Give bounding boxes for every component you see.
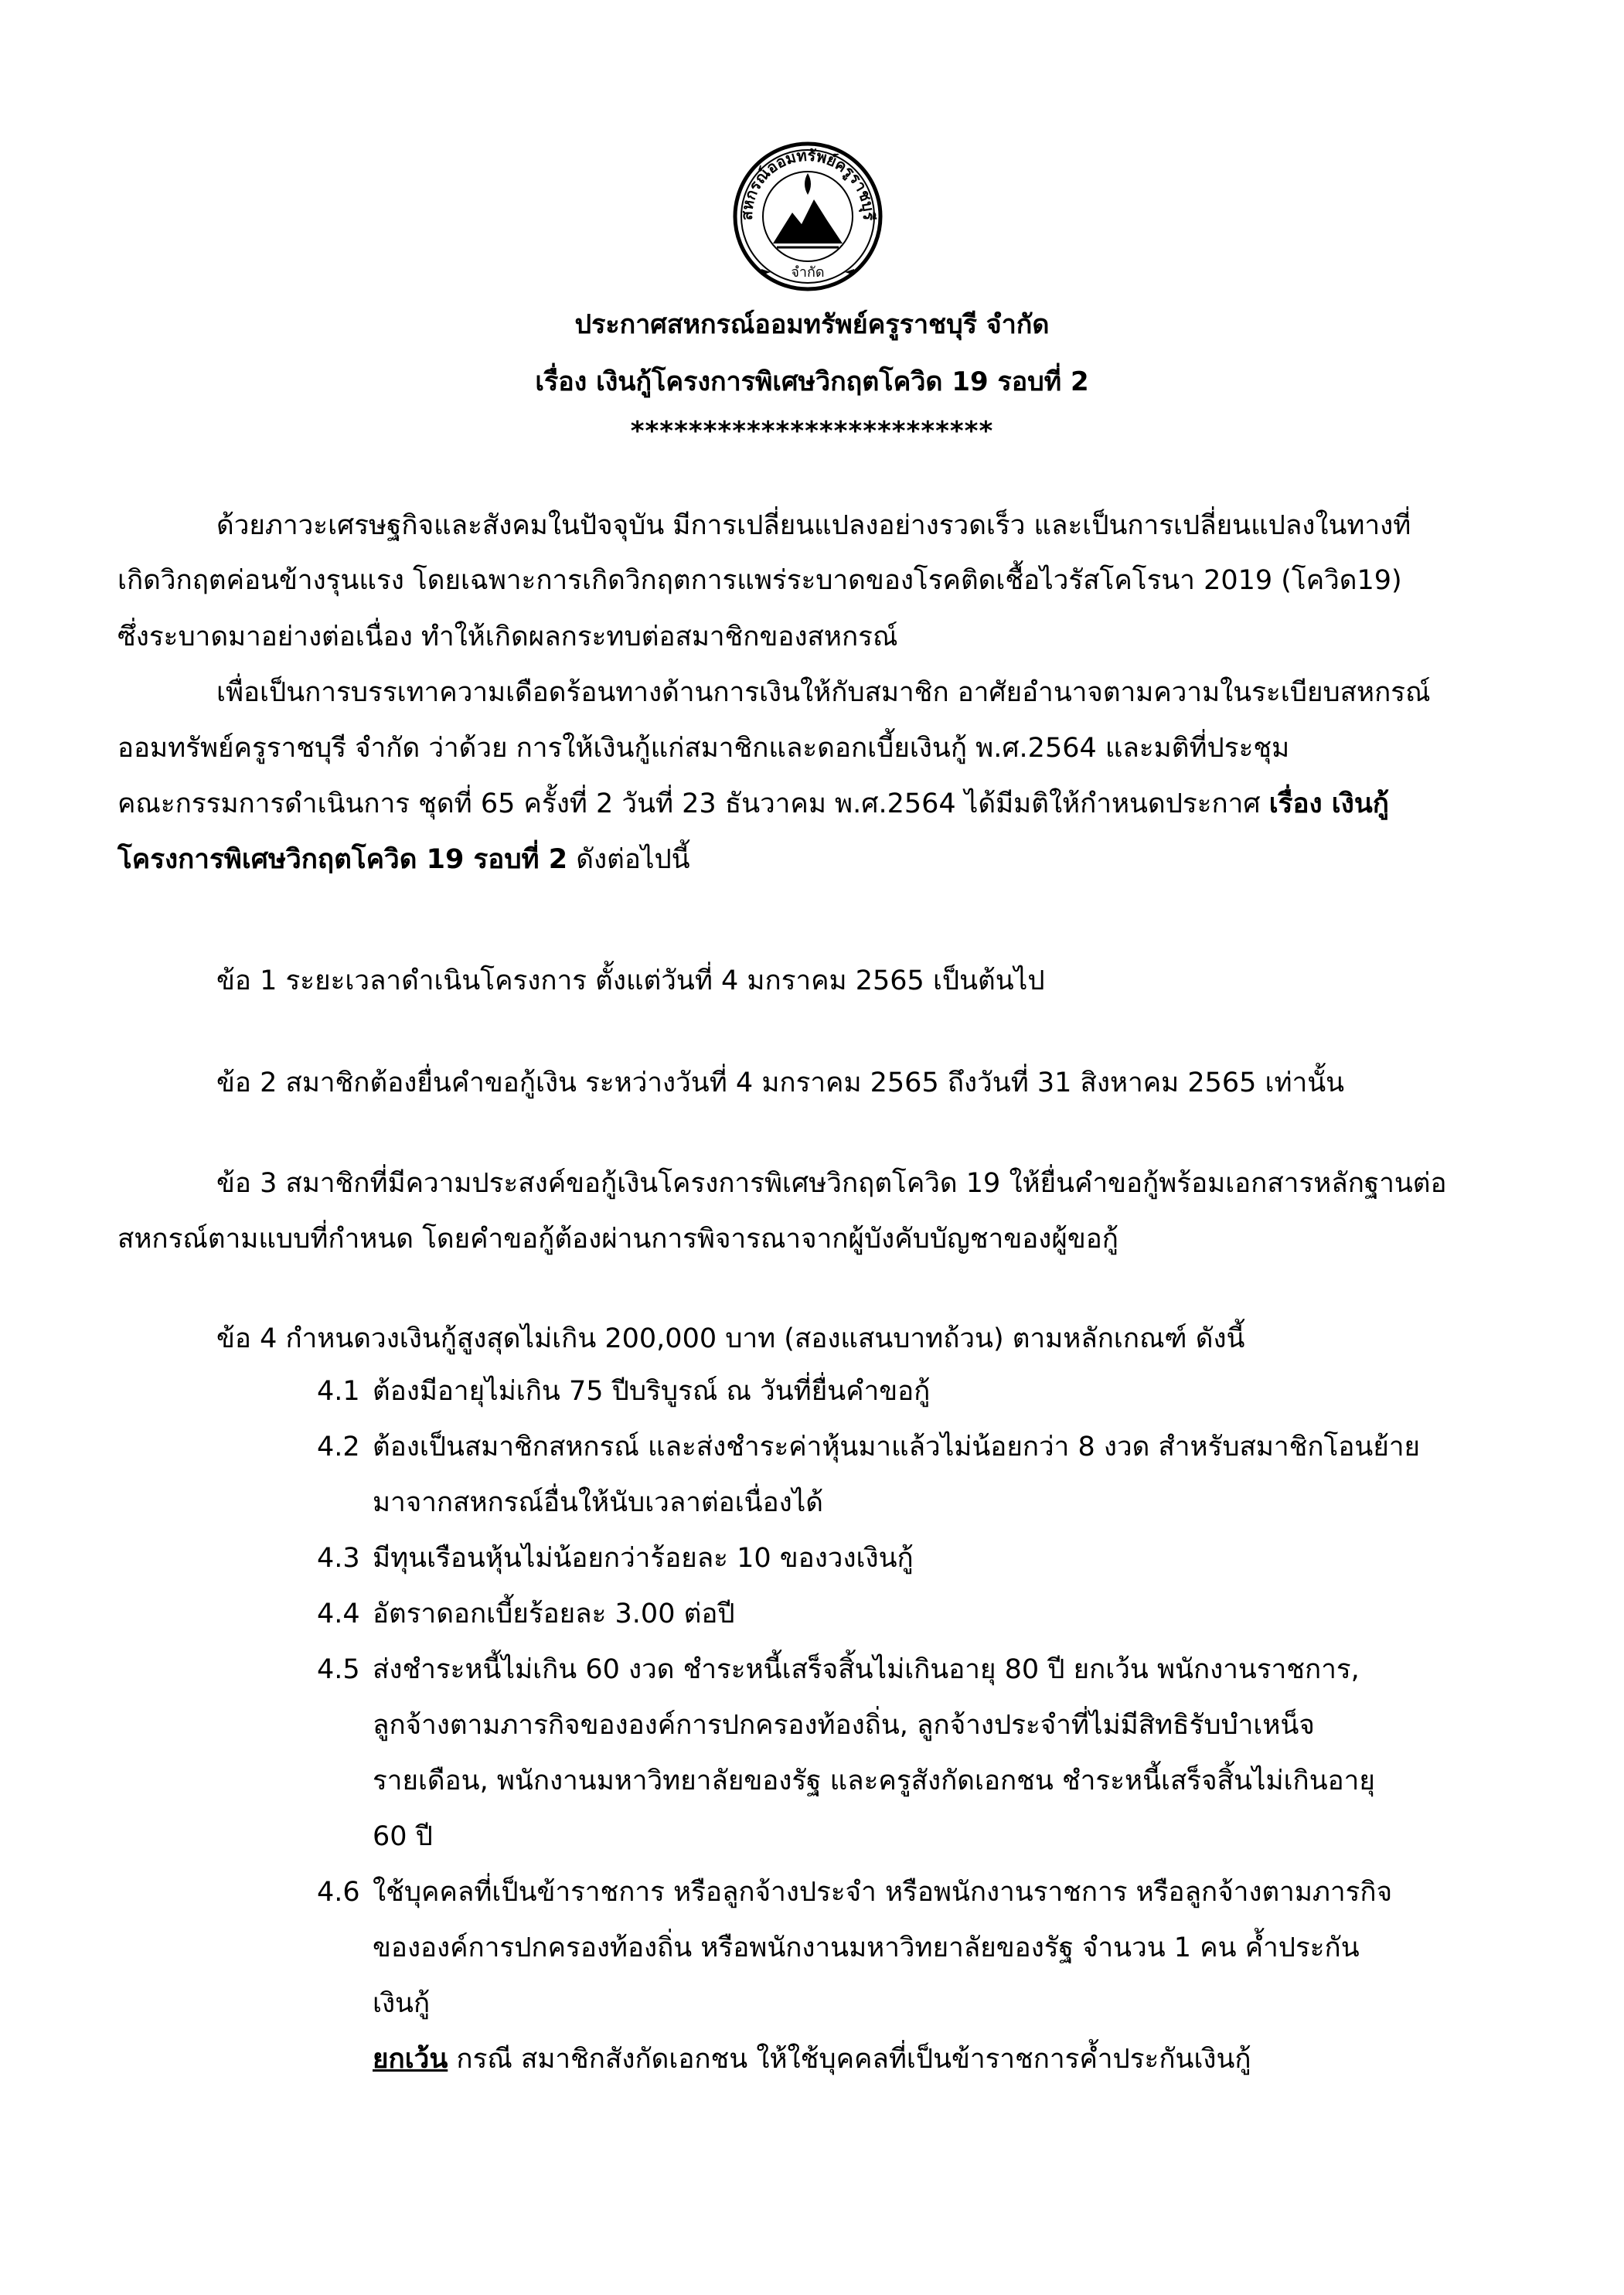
item-number: 4.2: [317, 1432, 360, 1462]
seal-top-text: สหกรณ์ออมทรัพย์ครูราชบุรี: [737, 145, 879, 221]
seal-bottom-text: จำกัด: [791, 264, 825, 281]
item-text: ต้องมีอายุไม่เกิน 75 ปีบริบูรณ์ ณ วันที่ยื่นคำขอกู้: [373, 1376, 931, 1407]
intro-p2-line-2: ออมทรัพย์ครูราชบุรี จำกัด ว่าด้วย การให้เงินกู้แก่สมาชิกและดอกเบี้ยเงินกู้ พ.ศ.2564 และมติที่ประชุม: [117, 733, 1290, 764]
cooperative-seal-logo: [730, 139, 885, 294]
intro-p2-line-1: เพื่อเป็นการบรรเทาความเดือดร้อนทางด้านการเงินให้กับสมาชิก อาศัยอำนาจตามความในระเบียบสหกรณ์: [216, 677, 1431, 708]
intro-p2-line-4-bold: โครงการพิเศษวิกฤตโควิด 19 รอบที่ 2: [117, 844, 568, 875]
item-text: ส่งชำระหนี้ไม่เกิน 60 งวด ชำระหนี้เสร็จสิ้นไม่เกินอายุ 80 ปี ยกเว้น พนักงานราชการ,: [373, 1654, 1360, 1685]
item-number: 4.6: [317, 1877, 360, 1908]
item-4-5-line-2: ลูกจ้างตามภารกิจขององค์การปกครองท้องถิ่น, ลูกจ้างประจำที่ไม่มีสิทธิรับบำเหน็จ: [373, 1710, 1315, 1741]
clause-3-line-2: สหกรณ์ตามแบบที่กำหนด โดยคำขอกู้ต้องผ่านการพิจารณาจากผู้บังคับบัญชาของผู้ขอกู้: [117, 1224, 1118, 1255]
item-4-6-exception: [373, 2041, 1251, 2078]
intro-p2-line-4-text: ดังต่อไปนี้: [567, 844, 690, 875]
header-divider: *************************: [630, 416, 994, 447]
item-4-6-line-2: ขององค์การปกครองท้องถิ่น หรือพนักงานมหาวิทยาลัยของรัฐ จำนวน 1 คน ค้ำประกัน: [373, 1932, 1360, 1963]
item-4-6-line-3: เงินกู้: [373, 1988, 431, 2019]
item-4-5-line-3: รายเดือน, พนักงานมหาวิทยาลัยของรัฐ และครูสังกัดเอกชน ชำระหนี้เสร็จสิ้นไม่เกินอายุ: [373, 1766, 1375, 1796]
clause-2: ข้อ 2 สมาชิกต้องยื่นคำขอกู้เงิน ระหว่างวันที่ 4 มกราคม 2565 ถึงวันที่ 31 สิงหาคม 2565 เท่านั้น: [216, 1067, 1345, 1098]
clause-3-line-1: ข้อ 3 สมาชิกที่มีความประสงค์ขอกู้เงินโครงการพิเศษวิกฤตโควิด 19 ให้ยื่นคำขอกู้พร้อมเอกสารหลักฐานต่อ: [216, 1168, 1447, 1199]
item-number: 4.5: [317, 1654, 360, 1685]
item-text: ต้องเป็นสมาชิกสหกรณ์ และส่งชำระค่าหุ้นมาแล้วไม่น้อยกว่า 8 งวด สำหรับสมาชิกโอนย้าย: [373, 1432, 1421, 1462]
item-text: มีทุนเรือนหุ้นไม่น้อยกว่าร้อยละ 10 ของวงเงินกู้: [373, 1543, 914, 1574]
intro-p1-line-3: ซึ่งระบาดมาอย่างต่อเนื่อง ทำให้เกิดผลกระทบต่อสมาชิกของสหกรณ์: [117, 621, 898, 652]
clause-4: ข้อ 4 กำหนดวงเงินกู้สูงสุดไม่เกิน 200,000 บาท (สองแสนบาทถ้วน) ตามหลักเกณฑ์ ดังนี้: [216, 1323, 1245, 1354]
item-4-3: [317, 1540, 914, 1577]
announcement-subject: เรื่อง เงินกู้โครงการพิเศษวิกฤตโควิด 19 รอบที่ 2: [535, 366, 1089, 397]
intro-p1-line-1: ด้วยภาวะเศรษฐกิจและสังคมในปัจจุบัน มีการเปลี่ยนแปลงอย่างรวดเร็ว และเป็นการเปลี่ยนแปลงในทางที่: [216, 510, 1411, 541]
intro-p2-line-4: [117, 841, 690, 878]
item-4-2-line-2: มาจากสหกรณ์อื่นให้นับเวลาต่อเนื่องได้: [373, 1487, 824, 1518]
intro-p1-line-2: เกิดวิกฤตค่อนข้างรุนแรง โดยเฉพาะการเกิดวิกฤตการแพร่ระบาดของโรคติดเชื้อไวรัสโคโรนา 2019 (โควิด19): [117, 565, 1402, 596]
announcement-title: ประกาศสหกรณ์ออมทรัพย์ครูราชบุรี จำกัด: [574, 309, 1050, 340]
intro-p2-line-3-bold: เรื่อง เงินกู้: [1268, 788, 1389, 819]
item-number: 4.3: [317, 1543, 360, 1574]
item-4-5-line-4: 60 ปี: [373, 1821, 433, 1852]
exception-text: กรณี สมาชิกสังกัดเอกชน ให้ใช้บุคคลที่เป็นข้าราชการค้ำประกันเงินกู้: [448, 2044, 1251, 2075]
item-4-1: [317, 1373, 930, 1410]
exception-label: ยกเว้น: [373, 2044, 448, 2075]
item-number: 4.4: [317, 1599, 360, 1629]
item-text: อัตราดอกเบี้ยร้อยละ 3.00 ต่อปี: [373, 1599, 735, 1629]
item-4-4: [317, 1595, 735, 1633]
intro-p2-line-3: [117, 785, 1389, 822]
item-text: ใช้บุคคลที่เป็นข้าราชการ หรือลูกจ้างประจำ หรือพนักงานราชการ หรือลูกจ้างตามภารกิจ: [373, 1877, 1393, 1908]
clause-1: ข้อ 1 ระยะเวลาดำเนินโครงการ ตั้งแต่วันที่ 4 มกราคม 2565 เป็นต้นไป: [216, 965, 1045, 996]
item-4-6-line-1: [317, 1874, 1392, 1911]
item-4-5-line-1: [317, 1651, 1360, 1688]
item-number: 4.1: [317, 1376, 360, 1407]
intro-p2-line-3-text: คณะกรรมการดำเนินการ ชุดที่ 65 ครั้งที่ 2 วันที่ 23 ธันวาคม พ.ศ.2564 ได้มีมติให้กำหนดประกาศ: [117, 788, 1269, 819]
item-4-2-line-1: [317, 1428, 1420, 1466]
